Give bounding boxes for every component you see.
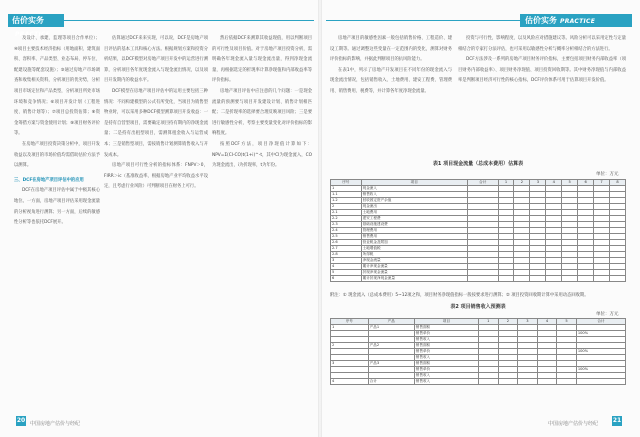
table-cell: 管理费用	[361, 228, 467, 234]
table-cell: 销售收入	[414, 379, 478, 385]
column-header: 4	[546, 180, 562, 186]
section-title-cn: 估价实务	[12, 16, 44, 25]
footer-title-right: 中国房地产估价与经纪	[548, 421, 599, 427]
table-cell: 4	[331, 379, 369, 385]
table-cell: 5	[331, 270, 362, 276]
table-cell: 2.5	[331, 234, 362, 240]
table-cell: 1.2	[331, 198, 362, 204]
section-heading: 三、DCF在房地产项目评估中的应用	[14, 177, 84, 183]
paragraph: 投资与可行性，影响程度、以及风险应对措施建议等。风险分析可以采用定性与定量相结合的专家打分法评估，也可采用以敏感性分析与概率分析相结合的方法进行。	[458, 36, 626, 52]
table-cell: 销售面积	[414, 325, 478, 331]
table-cell: 2.7	[331, 246, 362, 252]
sales-forecast-table	[330, 318, 626, 385]
table-cell: 1.1	[331, 192, 362, 198]
table-cell	[576, 379, 625, 385]
table-cell: 4	[331, 264, 362, 270]
column-header: 5	[562, 180, 578, 186]
paragraph: 房地产项目评估中应注意的几个问题：一是现金流量的预测要与项目开发建设计划、销售计划相匹配；二是折现率的选择要合理反映项目风险；三是要进行敏感性分析，考察主要变量变化对评价指标的影响程度。	[212, 88, 312, 137]
paragraph: 估算通过DCF来来实现，可以说，DCF是房地产项目评估的基本工具和核心方法。根据规划方案和投资分析结果，以DCF模型对房地产项目开发中的运营进行测算，分析项目各年度现金流入与现金流出情况，以及项目开发期内的收益水平。	[104, 36, 208, 84]
header-rule-right	[326, 20, 520, 21]
table1-caption: 表1 项目现金流量（总成本费用）估算表	[432, 161, 524, 167]
page-number-right: 21	[612, 417, 622, 424]
column-header: 5	[557, 319, 577, 325]
table-cell: 销售单价	[414, 367, 478, 373]
table1-unit: 单位：万元	[596, 172, 619, 177]
table-cell: 6	[331, 276, 362, 282]
table-cell: 2	[331, 343, 369, 349]
table-cell: 2.4	[331, 228, 362, 234]
cash-flow-table	[330, 179, 626, 282]
table-cell: 回收固定资产余值	[361, 198, 467, 204]
table-cell	[578, 276, 594, 282]
body-column-2	[104, 34, 208, 404]
table-cell	[594, 276, 610, 282]
section-header-left	[8, 14, 64, 38]
table-cell: 100%	[576, 349, 625, 355]
table-cell: 2.1	[331, 210, 362, 216]
table-cell: 累计折现净现金流量	[361, 276, 467, 282]
table-cell: 销售费用	[361, 234, 467, 240]
header-rule-left	[64, 20, 314, 21]
paragraph: 按照DCF方法，项目净现值计算如下：NPV=Σ(CI-CO)t(1+i)^-t，其中CI为现金流入，CO为现金流出，i为折现率，t为年份。	[212, 141, 312, 169]
column-header: 3	[518, 319, 538, 325]
column-header: 6	[578, 180, 594, 186]
table-cell: 2	[331, 204, 362, 210]
section-title-en: PRACTICE	[15, 31, 51, 38]
paragraph: DCF方法涉及一系列的房地产项目财务评价指标，主要包括项目财务内部收益率（项目财务内部收益率）、项目财务净现值、项目投资回收期等。其中财务净现值与内部收益率是判断项目经济可行性的核心指标，DCF评价体系可用于估算项目开发价值。	[458, 57, 626, 84]
table-cell: 基础设施建设费	[361, 222, 467, 228]
table-cell	[537, 379, 557, 385]
section-header-right	[520, 14, 632, 27]
table-cell: 3	[331, 361, 369, 367]
column-header: 合计	[467, 180, 498, 186]
page-number-left: 20	[16, 417, 26, 424]
table-cell: 产品1	[368, 325, 414, 331]
paragraph: 在表1中，列示了房地产开发项目在不同年份的现金流入与现金流出情况，包括销售收入、土地费用、建安工程费、管理费用、销售费用、税费等，并计算各年度净现金流量。	[330, 67, 452, 94]
column-header: 7	[594, 180, 610, 186]
paragraph: DCF模型在房地产项目评估中的运用主要包括三种情况：不同构建模型的公式有所变化，当项目为销售型物业时，可以采用多种DCF模型测算项目开发收益：一是持有自营型项目，需要确定项目持有期内的净现金流量；二是持有出租型项目，需测算租金收入与运营成本；三是销售型项目，需按销售计划测算销售收入与开发成本。	[104, 88, 208, 158]
table-cell	[498, 379, 518, 385]
body-column-3	[212, 34, 312, 404]
table-cell: 3	[331, 258, 362, 264]
table-cell: 产品2	[368, 343, 414, 349]
column-header: 2	[514, 180, 530, 186]
column-header: 3	[530, 180, 546, 186]
column-header: 项目	[414, 319, 478, 325]
table-cell: 累计净现金流量	[361, 264, 467, 270]
column-header: 4	[537, 319, 557, 325]
table-cell: 100%	[576, 331, 625, 337]
table-cell: 100%	[576, 367, 625, 373]
paragraph: 然后依据DCF来测算其收益现值，用以判断项目的可行性及项目价值。对于房地产项目投资分析，需明确各年现金流入量与现金流出量，得到净现金流量，再根据选定的折现率计算净现值和内部收益率等评价指标。	[212, 36, 312, 84]
table-cell: 所得税	[361, 252, 467, 258]
table-cell: 现金流出	[361, 204, 467, 210]
column-header: 序号	[331, 319, 369, 325]
section-title-cn: 估价实务	[525, 16, 557, 25]
table-cell: 合计	[368, 379, 414, 385]
paragraph: 及设计、承建、监理等项目合作单位）；④项目主要技术经济指标（用地面积、建筑面积、容积率、产品类型、业态布局、停车位、配建设施等配套设施）；⑤通过房地产市场调查和收集相关资料，分析项目的优劣势，分析项目市场定位和产品类型，分析项目所处市场环境和竞争情况；⑥项目开发计划（工程进度、销售计划等）；⑦项目总投资估算；⑧资金筹措方案与资金使用计划；⑨项目财务评价等。	[14, 36, 100, 137]
column-header: 2	[498, 319, 518, 325]
table-cell: 销售面积	[414, 343, 478, 349]
column-header: 1	[479, 319, 499, 325]
table-cell: 土地费用	[361, 210, 467, 216]
table-cell	[518, 379, 538, 385]
table-cell	[557, 379, 577, 385]
paragraph: 在房地产项目投资决策分析中，项目开发收益以及项目的市场价值均需借助估价方法予以测算。	[14, 141, 100, 169]
column-header: 产品	[368, 319, 414, 325]
column-header: 序号	[331, 180, 362, 186]
page-gutter	[318, 0, 322, 437]
table-cell: 营业税金及附加	[361, 240, 467, 246]
table-cell: 销售单价	[414, 349, 478, 355]
table-row	[331, 379, 626, 385]
body-column-4	[330, 34, 452, 154]
table-cell	[467, 276, 498, 282]
table-cell: 2.8	[331, 252, 362, 258]
column-header: 8	[609, 180, 625, 186]
table-cell: 销售单价	[414, 331, 478, 337]
body-column-1	[14, 34, 100, 404]
body-column-5	[458, 34, 626, 154]
table-cell: 折现净现金流量	[361, 270, 467, 276]
table-note: 附注：① 现金流入（总成本费用）5~12项之和，项目财务净现值指标一般按要求进行测算；② 项目投资回收期计算中采用动态回收期。	[330, 293, 589, 298]
table-row	[331, 276, 626, 282]
column-header: 合计	[576, 319, 625, 325]
table-cell: 2.2	[331, 216, 362, 222]
table-cell: 净现金流量	[361, 258, 467, 264]
table-cell: 1	[331, 186, 362, 192]
table-cell: 销售收入	[414, 337, 478, 343]
section-title-en: PRACTICE	[560, 18, 596, 25]
footer-title-left: 中国房地产估价与经纪	[30, 421, 81, 427]
table-cell: 销售收入	[361, 192, 467, 198]
table-cell: 土地增值税	[361, 246, 467, 252]
table-cell: 建安工程费	[361, 216, 467, 222]
table2-unit: 单位：万元	[596, 312, 619, 317]
table-cell: 产品3	[368, 361, 414, 367]
table-cell: 销售收入	[414, 373, 478, 379]
table-cell: 2.3	[331, 222, 362, 228]
table-cell	[609, 276, 625, 282]
table-cell	[546, 276, 562, 282]
table-cell	[498, 276, 514, 282]
column-header: 1	[498, 180, 514, 186]
table-cell	[514, 276, 530, 282]
table-cell: 1	[331, 325, 369, 331]
paragraph: DCF在房地产项目评估中属于中极其核心地位。一方面，房地产项目评估采用现金流量的分析视角进行测算；另一方面，后续的敏感性分析等也依托DCF展开。	[14, 188, 100, 226]
table2-caption: 表2 项目销售收入预测表	[450, 304, 506, 310]
paragraph: 房地产项目的敏感性因素一般包括销售价格、工程造价、建设工期等。通过调整这些变量在一定范围内的变化，测算对财务评价指标的影响，并据此判断项目的抗风险能力。	[330, 36, 452, 63]
table-cell	[530, 276, 546, 282]
column-header: 项目	[361, 180, 467, 186]
table-cell: 销售面积	[414, 361, 478, 367]
paragraph: 房地产项目可行性分析的指标体系：FNPV＞0，FIRR＞ic（基准收益率，根据房地产业平均收益水平设定，且考虑行业风险）可判断项目在财务上可行。	[104, 163, 208, 190]
table-cell	[562, 276, 578, 282]
table-cell: 现金流入	[361, 186, 467, 192]
table-cell	[479, 379, 499, 385]
table-cell: 销售收入	[414, 355, 478, 361]
table-cell: 2.6	[331, 240, 362, 246]
